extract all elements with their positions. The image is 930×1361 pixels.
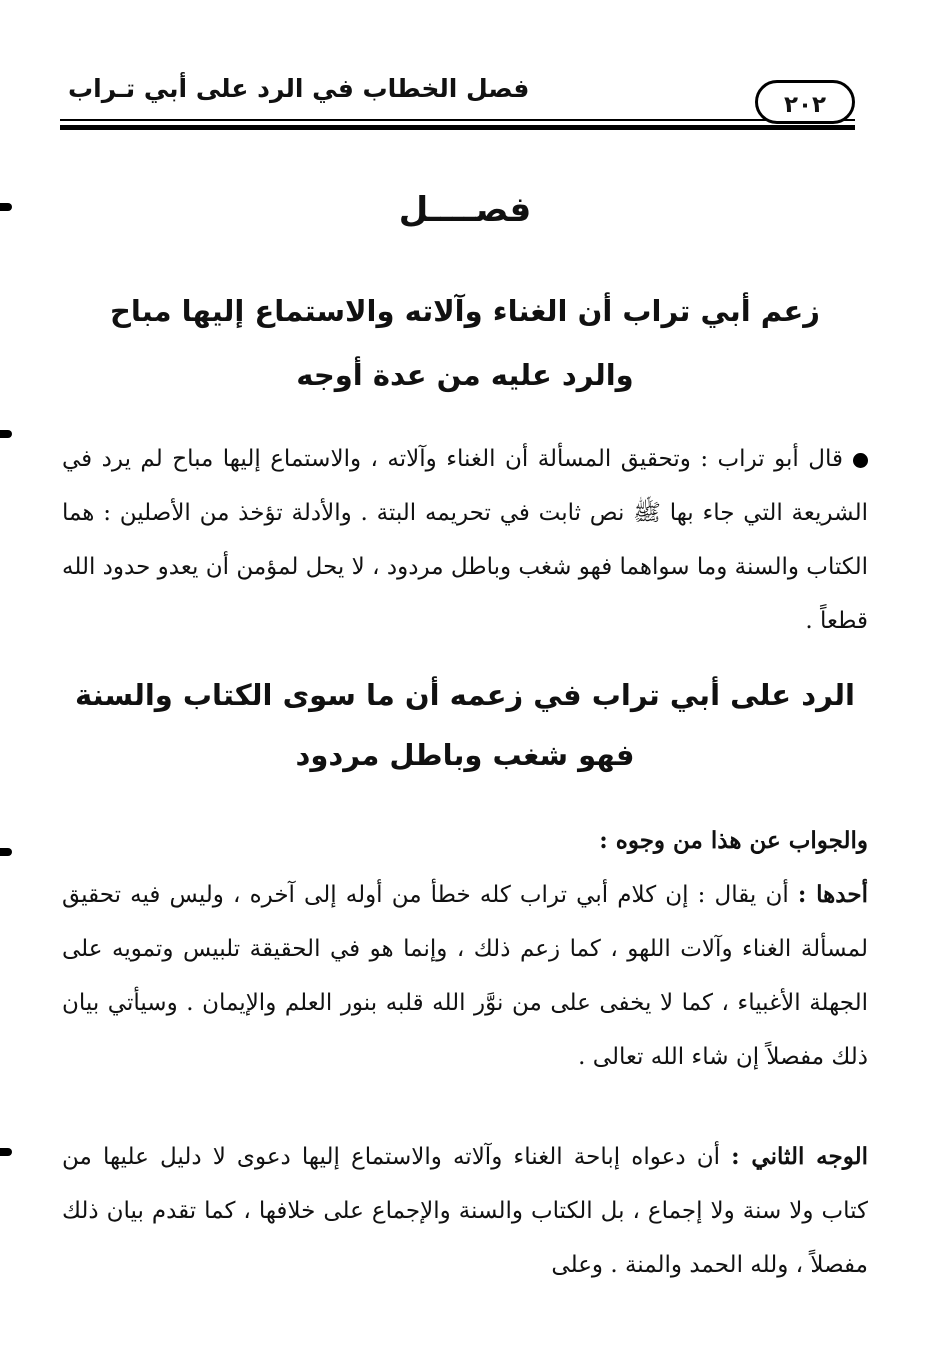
header-rule-thin [60,119,855,121]
point-2-lead: الوجه الثاني : [731,1143,868,1170]
quoted-paragraph-text: قال أبو تراب : وتحقيق المسألة أن الغناء وآلاته ، والاستماع إليها مباح لم يرد في الشريعة التي جاء بها ﷺ نص ثابت في تحريمه البتة . والأدلة تؤخذ من الأصلين : هما الكتاب والسنة وما سواهما فهو شغب وباطل مردود ، لا يحل لمؤمن أن يعدو حدود الله قطعاً . [62,446,868,634]
page-number-badge: ٢٠٢ [755,80,855,124]
page-header [60,72,855,128]
margin-mark [0,848,12,856]
answer-intro [62,814,868,868]
running-title: فصل الخطاب في الرد على أبي تـراب [68,74,530,103]
point-1-text: أن يقال : إن كلام أبي تراب كله خطأ من أوله إلى آخره ، وليس فيه تحقيق لمسألة الغناء وآلات اللهو ، كما زعم ذلك ، وإنما هو في الحقيقة تلبيس وتمويه على الجهلة الأغبياء ، كما لا يخفى على من نوَّر الله قلبه بنور العلم والإيمان . وسيأتي بيان ذلك مفصلاً إن شاء الله تعالى . [62,882,868,1070]
point-2-paragraph [62,1130,868,1292]
section-title: فصــــل [398,190,532,230]
point-2-text: أن دعواه إباحة الغناء وآلاته والاستماع إليها دعوى لا دليل عليها من كتاب ولا سنة ولا إجماع ، بل الكتاب والسنة والإجماع على خلافها ، كما تقدم بيان ذلك مفصلاً ، ولله الحمد والمنة . وعلى [62,1144,868,1278]
quoted-paragraph [62,432,868,648]
point-1-lead: أحدها : [797,881,868,908]
answer-intro-text: والجواب عن هذا من وجوه : [599,827,868,854]
margin-mark [0,1148,12,1156]
header-rule-thick [60,125,855,130]
bullet-icon [853,453,868,468]
heading-2-line-1: الرد على أبي تراب في زعمه أن ما سوى الكتاب والسنة [75,678,855,712]
margin-mark [0,430,12,438]
point-1-paragraph [62,868,868,1084]
heading-2-line-2: فهو شغب وباطل مردود [295,738,635,772]
heading-1-line-1: زعم أبي تراب أن الغناء وآلاته والاستماع إليها مباح [109,294,821,328]
heading-1-line-2: والرد عليه من عدة أوجه [296,358,634,392]
